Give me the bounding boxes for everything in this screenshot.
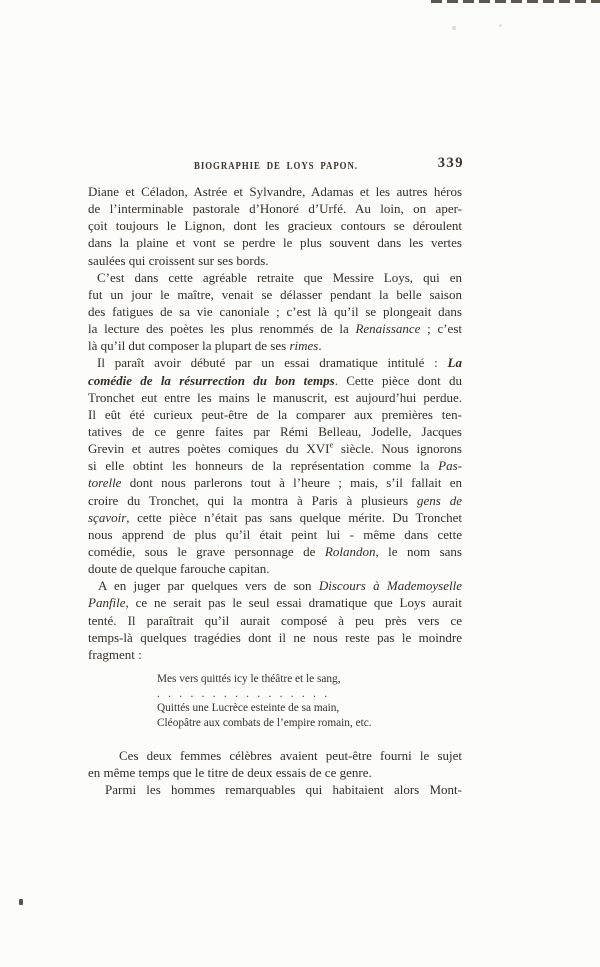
paragraph <box>88 747 462 781</box>
text-run: Parmi les hommes remarquables qui habitaient alors Mont- <box>105 781 462 797</box>
scan-speck <box>452 26 456 30</box>
text-line <box>88 560 462 577</box>
italic-run: rimes <box>289 338 319 354</box>
text-run: temps-là quelques tragédies dont il ne nous reste pas le moindre <box>88 629 462 645</box>
text-line <box>88 183 462 200</box>
text-run: Il eût été curieux peut-être de la comparer aux premières ten- <box>88 406 462 422</box>
text-line <box>88 457 462 474</box>
text-line <box>157 672 462 687</box>
text-line <box>88 372 462 389</box>
italic-run: Panfile <box>88 595 126 611</box>
superscript: e <box>329 440 334 450</box>
page-body <box>88 183 462 798</box>
text-run: doute de quelque farouche capitan. <box>88 561 270 577</box>
text-run: dans la plaine et vont se perdre le plus souvent dans les vertes <box>88 235 462 251</box>
text-run: ; c’est <box>420 321 462 337</box>
scan-speck <box>499 24 502 27</box>
text-line <box>88 629 462 646</box>
text-line <box>88 354 462 371</box>
paragraph <box>88 781 462 798</box>
text-line <box>88 269 462 286</box>
text-line <box>88 234 462 251</box>
text-run: , cette pièce n’était pas sans quelque mérite. Du Tronchet <box>126 509 462 525</box>
paragraph <box>88 183 462 269</box>
text-run: A en juger par quelques vers de son <box>98 578 319 594</box>
text-line <box>88 406 462 423</box>
text-line <box>88 509 462 526</box>
italic-run: sçavoir <box>88 509 127 525</box>
text-run: fut un jour le maître, venait se délasser pendant la belle saison <box>88 286 462 302</box>
italic-run: torelle <box>88 475 122 491</box>
verse-block <box>157 672 462 731</box>
text-run: nous apprend de plus qu’il était peint lui - même dans cette <box>88 526 462 542</box>
italic-run: Discours à Mademoyselle <box>318 578 462 594</box>
text-line <box>88 423 462 440</box>
text-run: C’est dans cette agréable retraite que Messire Loys, qui en <box>97 269 462 285</box>
text-line <box>88 200 462 217</box>
text-run: de l’interminable pastorale d’Honoré d’Urfé. Au loin, on aper- <box>88 201 462 217</box>
text-run: Ces deux femmes célèbres avaient peut-être fourni le sujet <box>119 747 462 763</box>
work-title-run: comédie de la résurrection du bon temps <box>88 372 335 388</box>
text-run: . <box>318 338 322 354</box>
text-run: Diane et Céladon, Astrée et Sylvandre, Adamas et les autres héros <box>88 184 462 199</box>
text-run: çoit toujours le Lignon, dont les gracieux contours se déroulent <box>88 218 462 234</box>
text-run: Cléopâtre aux combats de l’empire romain, etc. <box>157 717 372 729</box>
text-run: croire du Tronchet, qui la montra à Paris à plusieurs <box>88 492 417 508</box>
text-run: là qu’il dut composer la plupart de ses <box>88 338 290 354</box>
text-line <box>88 217 462 234</box>
paragraph <box>88 354 462 577</box>
text-line <box>88 320 462 337</box>
text-run: dont nous parlerons tout à l’heure ; mais, s’il fallait en <box>121 475 462 491</box>
text-run: tenté. Il paraîtrait qu’il aurait composé à peu près vers ce <box>88 612 462 628</box>
text-run: Grevin et autres poètes comiques du XVI <box>88 441 330 457</box>
text-run: fragment : <box>88 646 142 662</box>
text-line <box>88 747 462 764</box>
text-line <box>88 286 462 303</box>
italic-run: Rolandon <box>324 543 376 559</box>
text-run: , le nom sans <box>375 543 462 559</box>
text-line <box>157 701 462 716</box>
paragraph <box>88 269 462 355</box>
italic-run: Renaissance <box>355 321 421 337</box>
text-line <box>88 781 462 798</box>
italic-run: Pas- <box>438 458 462 474</box>
text-run: comédie, sous le grave personnage de <box>88 543 325 559</box>
italic-run: gens de <box>417 492 462 508</box>
text-run: Mes vers quittés icy le théâtre et le sang, <box>157 672 341 685</box>
text-run: des fatigues de sa vie canoniale ; c’est là qu’il se plongeait dans <box>88 303 462 319</box>
text-run: en même temps que le titre de deux essais de ce genre. <box>88 764 372 780</box>
text-run: Tronchet eut entre les mains le manuscrit, est aujourd’hui perdue. <box>88 389 462 405</box>
text-line <box>88 577 462 594</box>
text-run: . . . . . . . . . . . . . . . . <box>157 687 328 700</box>
text-run: saulées qui croissent sur ses bords. <box>88 252 269 268</box>
text-line <box>88 337 462 354</box>
running-title: BIOGRAPHIE DE LOYS PAPON. <box>194 161 358 172</box>
text-run: siècle. Nous ignorons <box>333 441 462 457</box>
text-line <box>88 440 462 457</box>
ellipsis-line <box>157 687 462 702</box>
text-line <box>157 716 462 731</box>
text-run: Quittés une Lucrèce esteinte de sa main, <box>157 702 340 715</box>
page-number: 339 <box>437 155 464 171</box>
text-line <box>88 646 462 663</box>
text-line <box>88 389 462 406</box>
text-line <box>88 492 462 509</box>
text-line <box>88 764 462 781</box>
running-header <box>88 155 464 174</box>
work-title-run: La <box>447 355 462 371</box>
text-line <box>88 303 462 320</box>
text-line <box>88 252 462 269</box>
text-line <box>88 543 462 560</box>
text-run: . Cette pièce dont du <box>334 372 462 388</box>
scan-speck <box>19 899 23 905</box>
text-run: si elle obtint les honneurs de la représentation comme la <box>88 458 439 474</box>
scan-edge-artifact <box>431 0 600 3</box>
text-run: , ce ne serait pas le seul essai dramatique que Loys aurait <box>125 595 462 611</box>
text-run: tatives de ce genre faites par Rémi Belleau, Jodelle, Jacques <box>88 423 462 439</box>
text-line <box>88 612 462 629</box>
paragraph <box>88 577 462 663</box>
text-run: Il paraît avoir débuté par un essai dramatique intitulé : <box>97 355 448 371</box>
text-line <box>88 474 462 491</box>
text-line <box>88 526 462 543</box>
text-line <box>88 594 462 611</box>
text-run: la lecture des poètes les plus renommés de la <box>88 321 356 337</box>
